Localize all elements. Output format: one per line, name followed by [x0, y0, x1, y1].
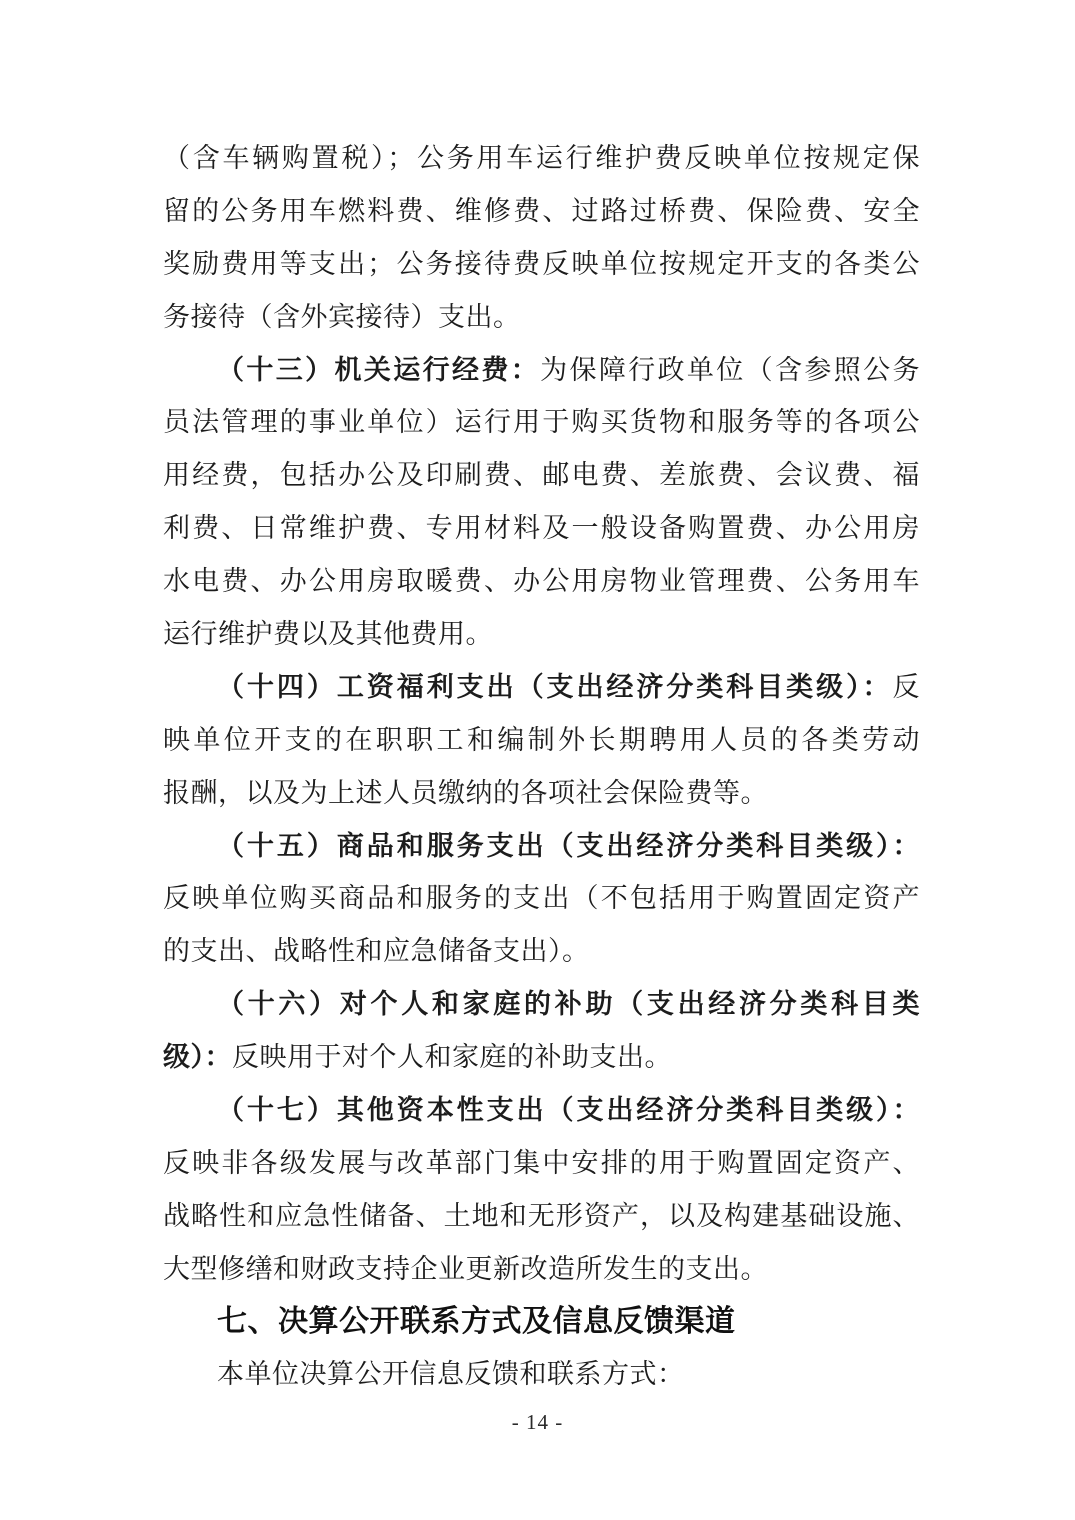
document-line	[163, 185, 920, 238]
document-line	[163, 767, 920, 820]
body-text: （含车辆购置税）；公务用车运行维护费反映单位按规定保	[163, 143, 920, 173]
document-line	[163, 502, 920, 555]
bold-text: （十三）机关运行经费：	[217, 354, 541, 385]
body-text: 员法管理的事业单位）运行用于购买货物和服务等的各项公	[163, 407, 920, 438]
body-text: 反映非各级发展与改革部门集中安排的用于购置固定资产、	[163, 1147, 920, 1178]
body-text: 大型修缮和财政支持企业更新改造所发生的支出。	[163, 1253, 768, 1284]
document-line	[163, 661, 920, 714]
body-text: 映单位开支的在职职工和编制外长期聘用人员的各类劳动	[163, 724, 920, 755]
document-line	[163, 608, 920, 661]
body-text: 本单位决算公开信息反馈和联系方式：	[217, 1359, 685, 1390]
section-heading	[163, 1296, 920, 1349]
document-line	[163, 820, 920, 873]
body-text: 运行维护费以及其他费用。	[163, 619, 493, 650]
body-text: 反映用于对个人和家庭的补助支出。	[232, 1042, 672, 1073]
bold-text: 七、决算公开联系方式及信息反馈渠道	[217, 1304, 736, 1338]
document-line	[163, 1243, 920, 1296]
document-line	[163, 1348, 920, 1401]
document-line	[163, 555, 920, 608]
body-text: 的支出、战略性和应急储备支出）。	[163, 936, 590, 967]
document-line	[163, 449, 920, 502]
document-line	[163, 132, 920, 185]
document-line	[163, 344, 920, 397]
bold-text: （十五）商品和服务支出（支出经济分类科目类级）：	[217, 830, 920, 861]
body-text: 战略性和应急性储备、土地和无形资产，以及构建基础设施、	[163, 1200, 920, 1231]
body-text: 务接待（含外宾接待）支出。	[163, 301, 521, 332]
document-line	[163, 872, 920, 925]
body-text: 为保障行政单位（含参照公务	[540, 354, 921, 385]
document-body	[163, 132, 920, 1401]
body-text: 用经费，包括办公及印刷费、邮电费、差旅费、会议费、福	[163, 460, 920, 491]
bold-text: （十四）工资福利支出（支出经济分类科目类级）：	[217, 671, 893, 702]
bold-text: （十六）对个人和家庭的补助（支出经济分类科目类	[217, 989, 920, 1020]
bold-text: （十七）其他资本性支出（支出经济分类科目类级）：	[217, 1095, 920, 1126]
body-text: 反	[892, 671, 920, 702]
document-line	[163, 1137, 920, 1190]
document-line	[163, 978, 920, 1031]
body-text: 留的公务用车燃料费、维修费、过路过桥费、保险费、安全	[163, 195, 920, 226]
document-line	[163, 1190, 920, 1243]
body-text: 反映单位购买商品和服务的支出（不包括用于购置固定资产	[163, 883, 920, 914]
document-line	[163, 714, 920, 767]
document-line	[163, 396, 920, 449]
document-line	[163, 238, 920, 291]
body-text: 奖励费用等支出；公务接待费反映单位按规定开支的各类公	[163, 248, 920, 279]
body-text: 水电费、办公用房取暖费、办公用房物业管理费、公务用车	[163, 566, 920, 597]
page-number: - 14 -	[511, 1410, 564, 1434]
document-line	[163, 925, 920, 978]
document-line	[163, 1031, 920, 1084]
body-text: 利费、日常维护费、专用材料及一般设备购置费、办公用房	[163, 513, 920, 544]
document-line	[163, 1084, 920, 1137]
bold-text: 级）：	[163, 1042, 232, 1073]
body-text: 报酬，以及为上述人员缴纳的各项社会保险费等。	[163, 777, 768, 808]
document-line	[163, 291, 920, 344]
